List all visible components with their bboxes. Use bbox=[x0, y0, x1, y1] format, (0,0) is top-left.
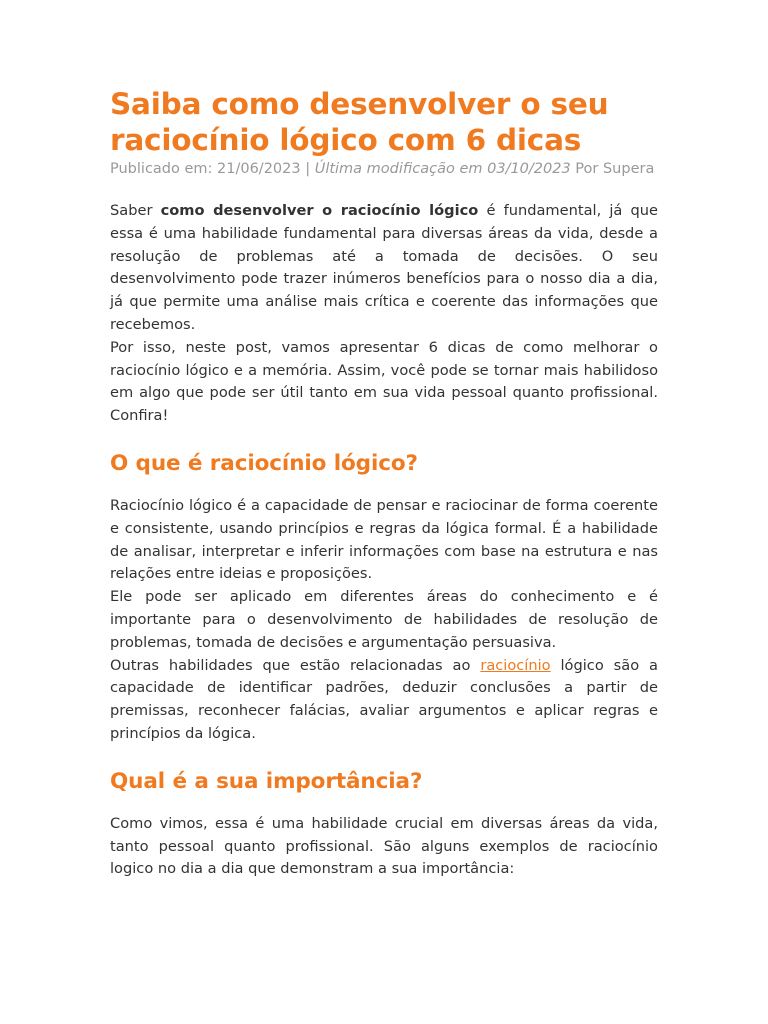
section-heading-what-is: O que é raciocínio lógico? bbox=[110, 450, 418, 476]
section1-text-start: Outras habilidades que estão relacionadas ao bbox=[110, 656, 481, 674]
raciocinio-link[interactable]: raciocínio bbox=[480, 656, 551, 674]
modified-date: Última modificação em 03/10/2023 bbox=[314, 161, 571, 177]
section-heading-importance: Qual é a sua importância? bbox=[110, 768, 423, 794]
section1-paragraph-2: Ele pode ser aplicado em diferentes áreas do conhecimento e é importante para o desenvolvimento de habilidades de resolução de problemas, tomada de decisões e argumentação persuasiva. bbox=[110, 588, 658, 651]
section1-paragraph-1: Raciocínio lógico é a capacidade de pensar e raciocinar de forma coerente e consistente, usando princípios e regras da lógica formal. É a habilidade de analisar, interpretar e inferir informações com base na estrutura e nas relações entre ideias e proposições. bbox=[110, 496, 658, 583]
article-meta bbox=[110, 160, 658, 178]
intro-paragraph-2: Por isso, neste post, vamos apresentar 6 dicas de como melhorar o raciocínio lógico e a memória. Assim, você pode se tornar mais habilidoso em algo que pode ser útil tanto em sua vida pessoal quanto profissional. Confira! bbox=[110, 338, 658, 425]
intro-text-start: Saber bbox=[110, 202, 161, 219]
intro-keyword: como desenvolver o raciocínio lógico bbox=[160, 202, 479, 219]
article-title: Saiba como desenvolver o seu raciocínio lógico com 6 dicas bbox=[110, 87, 609, 157]
article bbox=[110, 86, 658, 881]
published-date: Publicado em: 21/06/2023 | bbox=[110, 161, 315, 177]
author: Por Supera bbox=[570, 161, 655, 177]
section1-paragraph-3 bbox=[110, 655, 658, 746]
intro-paragraph-1 bbox=[110, 200, 658, 337]
intro-text-rest: é fundamental, já que essa é uma habilidade fundamental para diversas áreas da vida, desde a resolução de problemas até a tomada de decisões. O seu desenvolvimento pode trazer inúmeros benefícios para o nosso dia a dia, já que permite uma análise mais crítica e coerente das informações que recebemos. bbox=[110, 202, 658, 333]
section1-text-rest: lógico são a capacidade de identificar padrões, deduzir conclusões a partir de premissas, reconhecer falácias, avaliar argumentos e aplicar regras e princípios da lógica. bbox=[110, 656, 658, 742]
section2-paragraph-1: Como vimos, essa é uma habilidade crucial em diversas áreas da vida, tanto pessoal quanto profissional. São alguns exemplos de raciocínio logico no dia a dia que demonstram a sua importância: bbox=[110, 814, 658, 878]
